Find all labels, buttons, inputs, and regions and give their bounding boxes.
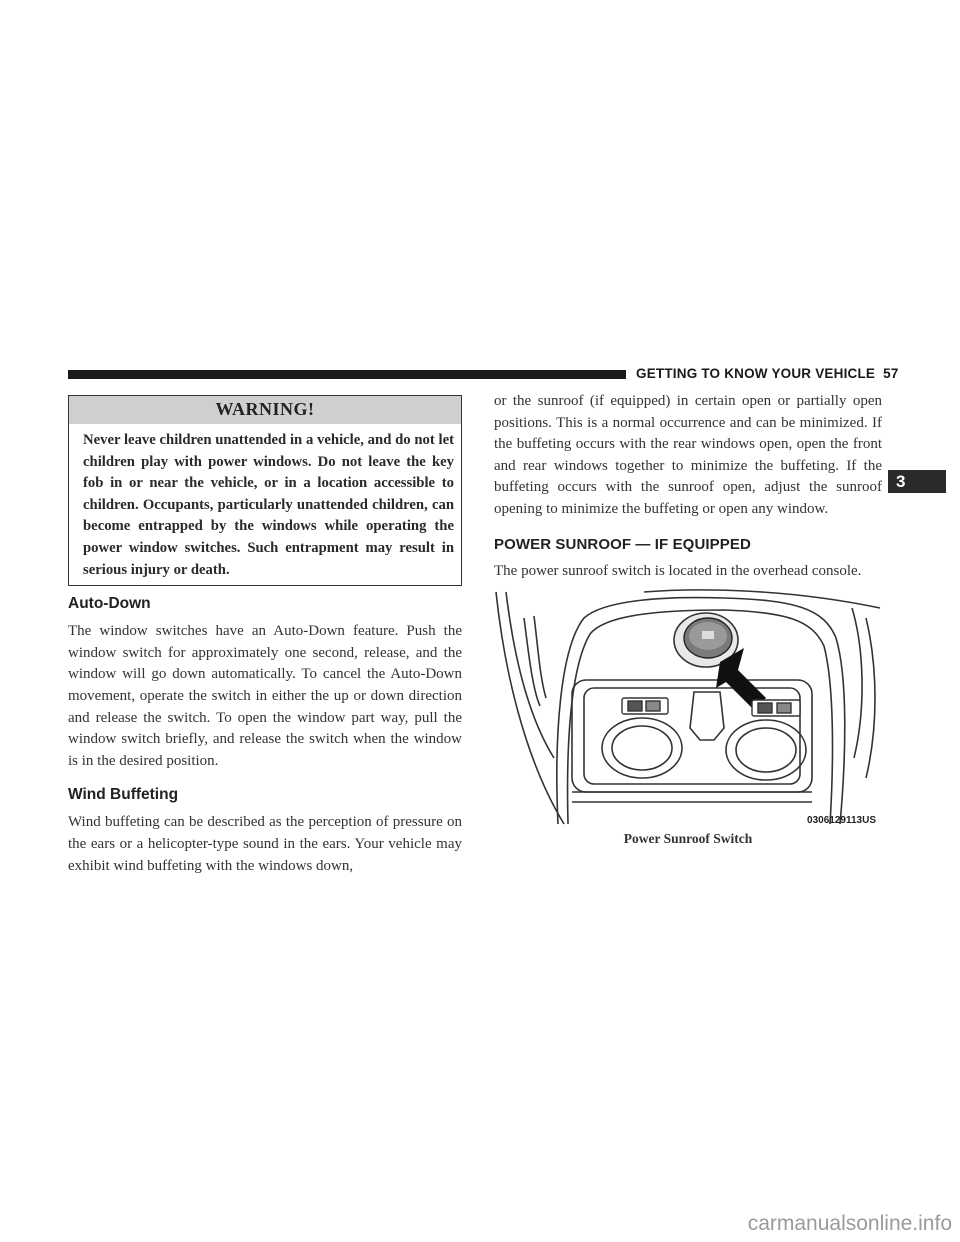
center-handle	[690, 692, 724, 740]
overhead-console-illustration	[494, 588, 882, 828]
auto-down-text: The window switches have an Auto-Down feature. Push the window switch for approximately one second, release, and the window will go down automatically. To cancel the Auto-Down movement, operate the switch in either the up or down direction and release the switch. To open the window part way, pull the window switch briefly, and release the switch when the window is in the desired position.	[68, 623, 462, 769]
page-number: 57	[883, 366, 899, 381]
warning-body: Never leave children unattended in a vehicle, and do not let children play with power windows. Do not leave the key fob in or near the vehicle, or in a location accessible to children. Occupants, particularly unattended children, can become entrapped by the windows while operating the power window switches. Such entrapment may result in serious injury or death.	[83, 432, 454, 578]
figure-code: 0306129113US	[807, 815, 876, 827]
power-sunroof-text: The power sunroof switch is located in the overhead console.	[494, 562, 862, 579]
right-column	[494, 391, 882, 847]
right-switch-cluster	[752, 700, 800, 716]
warning-title: WARNING!	[69, 396, 461, 424]
power-sunroof-heading: POWER SUNROOF — IF EQUIPPED	[494, 535, 751, 553]
section-title: GETTING TO KNOW YOUR VEHICLE	[636, 366, 876, 381]
left-column	[68, 395, 462, 877]
left-switch-cluster	[622, 698, 668, 714]
chapter-tab: 3	[888, 470, 946, 493]
warning-box	[68, 395, 462, 586]
wind-buffeting-text-left: Wind buffeting can be described as the perception of pressure on the ears or a helicopter-type sound in the ears. Your vehicle may exhibit wind buffeting with the windows down,	[68, 814, 462, 874]
watermark: carmanualsonline.info	[747, 1212, 952, 1235]
figure-caption: Power Sunroof Switch	[623, 831, 753, 847]
wind-buffeting-text-right: or the sunroof (if equipped) in certain open or partially open positions. This is a normal occurrence and can be minimized. If the buffeting occurs with the rear windows open, open the front and rear windows together to minimize the buffeting. If the buffeting occurs with the sunroof open, adjust the sunroof opening to minimize the buffeting or open any window.	[494, 393, 882, 517]
wind-buffeting-heading: Wind Buffeting	[68, 786, 179, 804]
running-header	[636, 366, 899, 381]
console-drawing	[494, 588, 882, 828]
auto-down-heading: Auto-Down	[68, 595, 151, 613]
header-rule	[68, 370, 626, 379]
